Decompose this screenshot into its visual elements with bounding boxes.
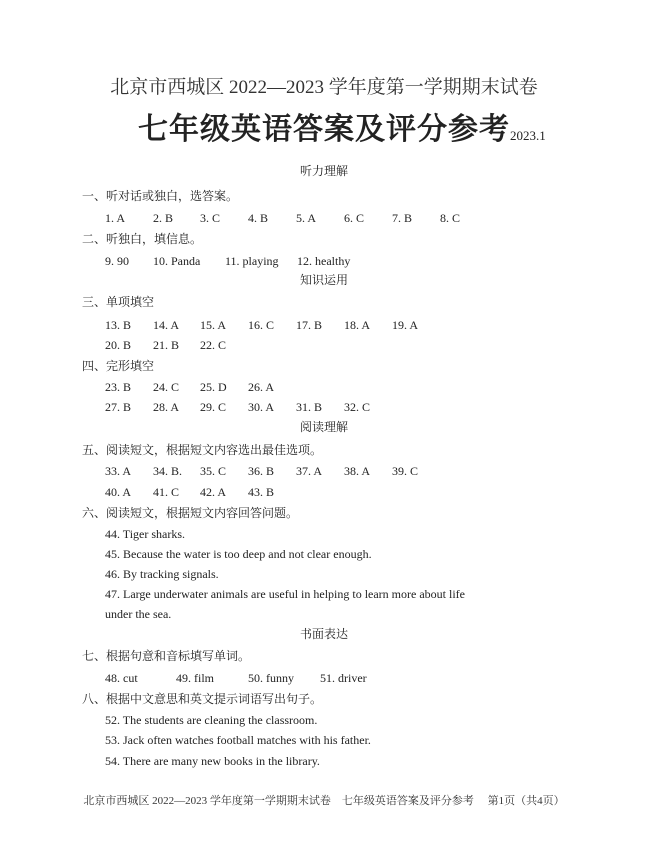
answer-line: 54. There are many new books in the library. (105, 754, 320, 768)
section-title: 四、完形填空 (82, 359, 155, 373)
answer-item: 19. A (392, 318, 419, 332)
answer-item: 12. healthy (297, 254, 351, 268)
answer-item: 43. B (248, 485, 275, 499)
answer-item: 31. B (296, 400, 323, 414)
section-title: 五、阅读短文，根据短文内容选出最佳选项。 (82, 443, 323, 457)
part-heading: 阅读理解 (299, 420, 348, 434)
answer-item: 11. playing (225, 254, 279, 268)
answer-item: 28. A (153, 400, 180, 414)
answer-item: 51. driver (320, 671, 367, 685)
answer-item: 39. C (392, 464, 419, 478)
answer-item: 2. B (153, 211, 174, 225)
answer-item: 9. 90 (105, 254, 129, 268)
answer-item: 7. B (392, 211, 413, 225)
part-heading: 听力理解 (299, 164, 348, 178)
answer-item: 33. A (105, 464, 132, 478)
answer-item: 16. C (248, 318, 275, 332)
answer-line: under the sea. (105, 607, 172, 621)
answer-item: 50. funny (248, 671, 294, 685)
answer-line: 46. By tracking signals. (105, 567, 219, 581)
answer-item: 25. D (200, 380, 227, 394)
answer-item: 26. A (248, 380, 275, 394)
answer-item: 17. B (296, 318, 323, 332)
part-heading: 知识运用 (299, 273, 348, 287)
answer-item: 49. film (176, 671, 214, 685)
section-title: 三、单项填空 (82, 295, 155, 309)
answer-item: 22. C (200, 338, 227, 352)
answer-item: 32. C (344, 400, 371, 414)
answer-line: 47. Large underwater animals are useful in helping to learn more about life (105, 587, 465, 601)
answer-item: 1. A (105, 211, 126, 225)
answer-item: 5. A (296, 211, 317, 225)
document-date: 2023.1 (510, 128, 546, 143)
answer-item: 42. A (200, 485, 227, 499)
exam-title: 北京市西城区 2022—2023 学年度第一学期期末试卷 (110, 77, 538, 98)
answer-item: 14. A (153, 318, 180, 332)
answer-item: 41. C (153, 485, 180, 499)
answer-item: 24. C (153, 380, 180, 394)
section-title: 二、听独白，填信息。 (82, 232, 203, 246)
answer-line: 52. The students are cleaning the classroom. (105, 713, 318, 727)
answer-item: 38. A (344, 464, 371, 478)
section-title: 六、阅读短文，根据短文内容回答问题。 (82, 506, 299, 520)
answer-item: 3. C (200, 211, 221, 225)
page-footer: 北京市西城区 2022—2023 学年度第一学期期末试卷 七年级英语答案及评分参考 第1页（共4页） (83, 795, 565, 807)
answer-item: 20. B (105, 338, 132, 352)
answer-item: 18. A (344, 318, 371, 332)
answer-item: 37. A (296, 464, 323, 478)
answer-item: 10. Panda (153, 254, 201, 268)
answer-item: 34. B. (153, 464, 183, 478)
answer-line: 44. Tiger sharks. (105, 527, 186, 541)
answer-item: 35. C (200, 464, 227, 478)
answer-item: 48. cut (105, 671, 138, 685)
answer-line: 53. Jack often watches football matches with his father. (105, 733, 371, 747)
answer-item: 21. B (153, 338, 180, 352)
answer-item: 40. A (105, 485, 132, 499)
answer-item: 30. A (248, 400, 275, 414)
answer-item: 36. B (248, 464, 275, 478)
section-title: 七、根据句意和音标填写单词。 (82, 649, 251, 663)
answer-item: 29. C (200, 400, 227, 414)
section-title: 八、根据中文意思和英文提示词语写出句子。 (82, 692, 323, 706)
document-title: 七年级英语答案及评分参考 (138, 112, 510, 147)
answer-item: 23. B (105, 380, 132, 394)
answer-item: 27. B (105, 400, 132, 414)
answer-line: 45. Because the water is too deep and not clear enough. (105, 547, 372, 561)
answer-item: 6. C (344, 211, 365, 225)
part-heading: 书面表达 (299, 627, 348, 641)
answer-item: 8. C (440, 211, 461, 225)
answer-item: 4. B (248, 211, 269, 225)
answer-item: 15. A (200, 318, 227, 332)
answer-item: 13. B (105, 318, 132, 332)
section-title: 一、听对话或独白，选答案。 (82, 189, 239, 203)
